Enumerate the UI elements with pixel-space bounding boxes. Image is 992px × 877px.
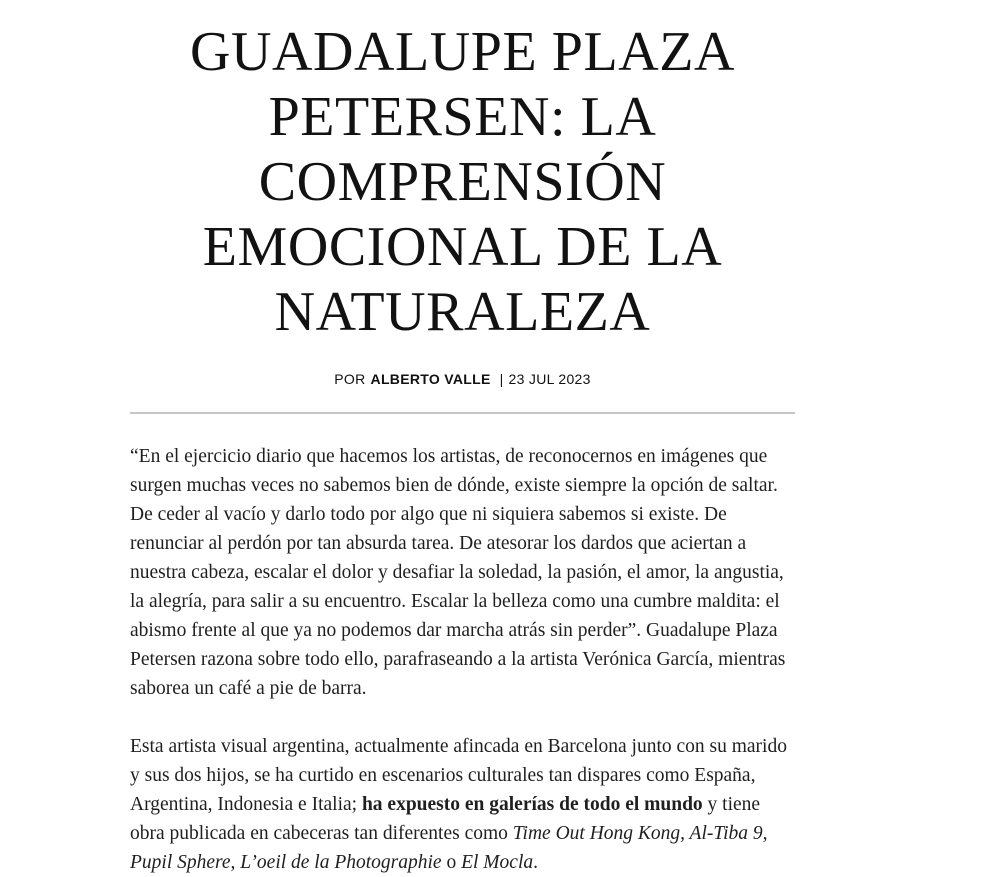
byline [130, 371, 795, 387]
title-line: EMOCIONAL DE LA [202, 216, 723, 278]
title-line: PETERSEN: LA [268, 86, 657, 148]
paragraph-2 [130, 732, 795, 877]
byline-prefix: POR [334, 371, 366, 387]
byline-date: 23 JUL 2023 [508, 371, 591, 387]
text-segment: Time Out Hong Kong, Al-Tiba 9, Pupil Sphere, L’oeil de la Photographie [130, 823, 768, 873]
text-segment: y tiene obra publicada en cabeceras tan diferentes como [130, 794, 761, 844]
paragraph-1 [130, 442, 795, 703]
text-segment: . [533, 852, 538, 873]
text-segment: “En el ejercicio diario que hacemos los artistas, de reconocernos en imágenes que surgen muchas veces no sabemos bien de dónde, existe siempre la opción de saltar. De ceder al vacío y darlo todo por algo que ni siquiera sabemos si existe. De renunciar al perdón por tan absurda tarea. De atesorar los dardos que aciertan a nuestra cabeza, escalar el dolor y desafiar la soledad, la pasión, el amor, la angustia, la alegría, para salir a su encuentro. Escalar la belleza como una cumbre maldita: el abismo frente al que ya no podemos dar marcha atrás sin perder”. Guadalupe Plaza Petersen razona sobre todo ello, parafraseando a la artista Verónica García, mientras saborea un café a pie de barra. [130, 446, 786, 699]
title-line: COMPRENSIÓN [258, 151, 667, 213]
divider-rule [130, 412, 795, 414]
byline-separator: | [499, 371, 504, 387]
title-line: GUADALUPE PLAZA [189, 21, 736, 83]
text-segment: Esta artista visual argentina, actualmente afincada en Barcelona junto con su marido y sus dos hijos, se ha curtido en escenarios culturales tan dispares como España, Argentina, Indonesia e Italia; [130, 736, 787, 815]
article-body [130, 442, 795, 877]
text-segment: o [441, 852, 462, 873]
article-title [130, 20, 795, 345]
title-line: NATURALEZA [274, 281, 651, 343]
article [130, 0, 795, 877]
byline-author-link[interactable]: ALBERTO VALLE [370, 371, 491, 387]
text-segment: El Mocla [461, 852, 534, 873]
text-segment: ha expuesto en galerías de todo el mundo [361, 794, 703, 815]
